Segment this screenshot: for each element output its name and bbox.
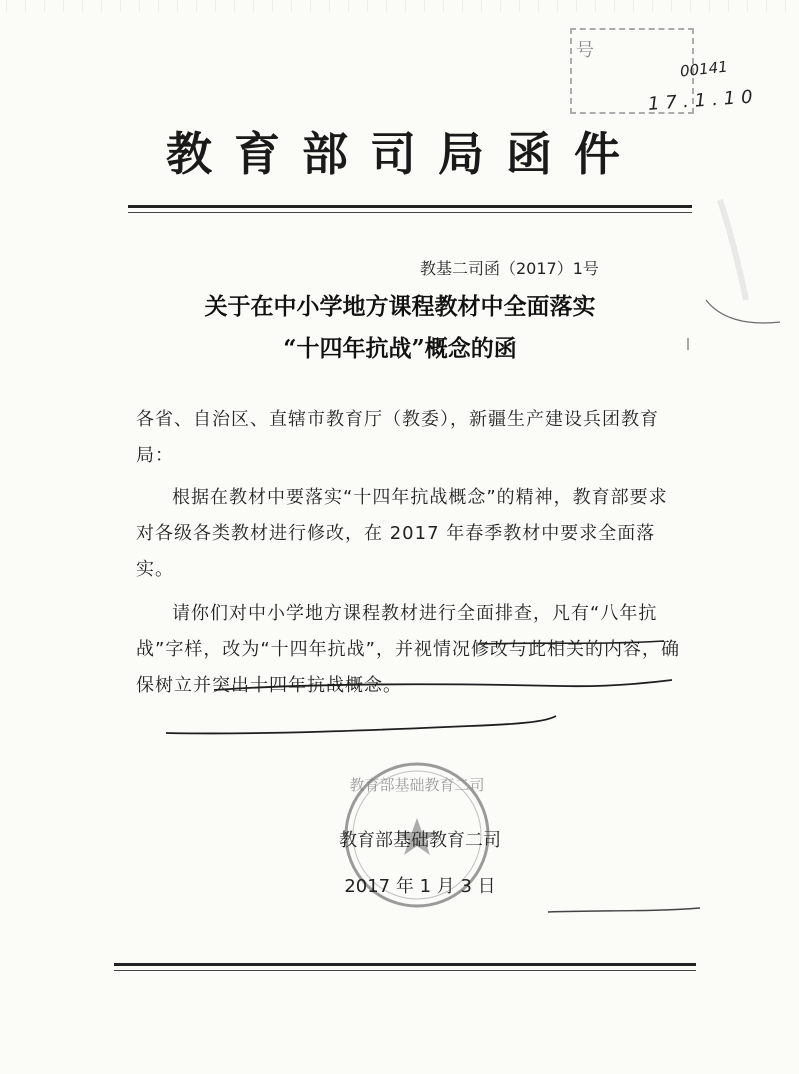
document-number: 教基二司函（2017）1号 <box>420 259 599 278</box>
letterhead-rule-thin <box>128 212 692 213</box>
issue-date: 2017 年 1 月 3 日 <box>344 876 496 897</box>
letterhead-title: 教育部司局函件 <box>166 127 642 181</box>
letter-body <box>136 402 681 704</box>
addressee: 各省、自治区、直辖市教育厅（教委），新疆生产建设兵团教育局： <box>136 409 659 466</box>
body-paragraph-1: 根据在教材中要落实“十四年抗战概念”的精神，教育部要求对各级各类教材进行修改，在 2017 年春季教材中要求全面落实。 <box>136 487 668 580</box>
body-paragraph-2: 请你们对中小学地方课程教材进行全面排查，凡有“八年抗战”字样，改为“十四年抗战”，并视情况修改与此相关的内容，确保树立并突出十四年抗战概念。 <box>136 603 680 696</box>
seal-text: 教育部基础教育二司 <box>349 776 485 794</box>
signature-block <box>300 818 540 910</box>
subject-heading <box>150 286 650 370</box>
issuer-name: 教育部基础教育二司 <box>339 830 501 851</box>
subject-line-1: 关于在中小学地方课程教材中全面落实 <box>204 293 596 320</box>
subject-line-2: “十四年抗战”概念的函 <box>283 335 517 362</box>
underline-stroke-3 <box>166 716 556 733</box>
receipt-date: 17.1.10 <box>647 86 760 115</box>
receipt-number: 00141 <box>679 57 729 81</box>
footer-rule-thick <box>114 963 696 966</box>
receipt-stamp-label: 号 <box>576 40 594 61</box>
letterhead-rule-thick <box>128 205 692 208</box>
footer-rule-thin <box>114 970 696 971</box>
scan-edge <box>0 0 799 12</box>
receipt-stamp <box>562 22 760 115</box>
